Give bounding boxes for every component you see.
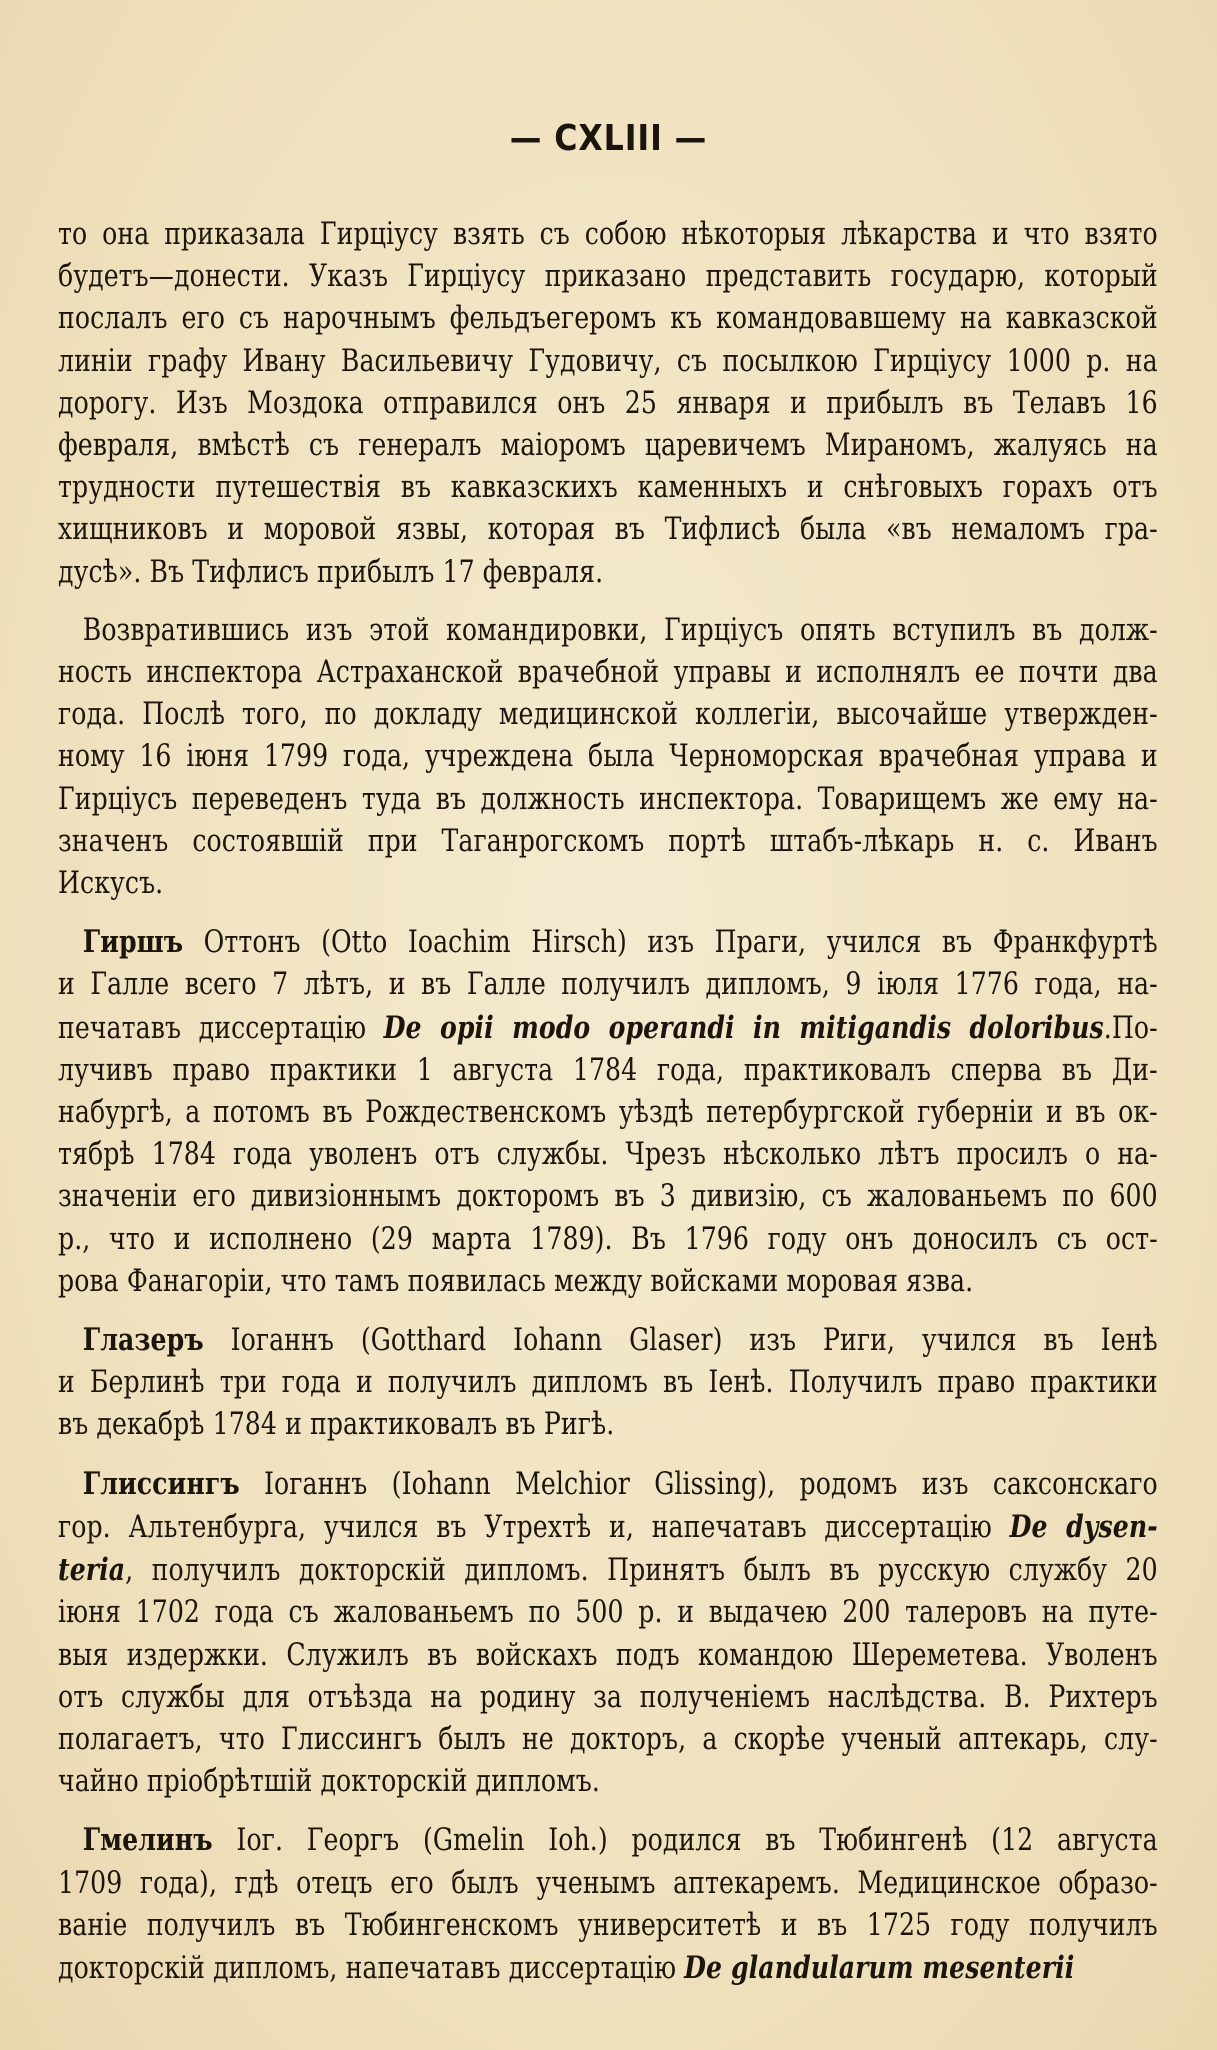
text-line (58, 821, 1158, 863)
line-text: чайно пріобрѣтшій докторскій дипломъ. (58, 1764, 600, 1800)
text-line (58, 1905, 1158, 1947)
text-line (58, 694, 1158, 736)
line-text: тябрѣ 1784 года уволенъ отъ службы. Чрезъ нѣсколько лѣтъ просилъ о на- (58, 1137, 1158, 1173)
body-text (58, 214, 1158, 1990)
paragraph (58, 610, 1158, 905)
latin-title: De dysen- (1009, 1508, 1158, 1545)
text-line (58, 1134, 1158, 1176)
line-text: ваніе получилъ въ Тюбингенскомъ университетѣ и въ 1725 году получилъ (58, 1907, 1158, 1943)
line-text: Возвратившись изъ этой командировки, Гирціусъ опять вступилъ въ долж- (82, 612, 1158, 648)
line-text: гор. Альтенбурга, учился въ Утрехтѣ и, напечатавъ диссертацію (58, 1509, 1010, 1545)
line-text: 1709 года), гдѣ отецъ его былъ ученымъ аптекаремъ. Медицинское образо- (58, 1865, 1158, 1901)
line-text: , получилъ докторскій дипломъ. Принятъ былъ въ русскую службу 20 (125, 1553, 1158, 1589)
latin-title: teria (58, 1552, 126, 1589)
line-text: послалъ его съ нарочнымъ фельдъегеромъ къ командовавшему на кавказской (58, 301, 1158, 337)
text-line (58, 552, 1158, 594)
paragraph (58, 921, 1158, 1303)
line-text: Оттонъ (Otto Ioachim Hirsch) изъ Праги, учился въ Франкфуртѣ (183, 925, 1158, 961)
paragraph (58, 1819, 1158, 1990)
line-text: значенъ состоявшій при Таганрогскомъ портѣ штабъ-лѣкарь н. с. Иванъ (58, 823, 1158, 859)
line-text: Искусъ. (58, 866, 164, 902)
line-text: февраля, вмѣстѣ съ генералъ маіоромъ царевичемъ Мираномъ, жалуясь на (58, 428, 1158, 464)
text-line (58, 1506, 1158, 1549)
text-line (58, 1176, 1158, 1218)
entry-heading: Глиссингъ (82, 1465, 240, 1502)
line-text: набургѣ, а потомъ въ Рождественскомъ уѣздѣ петербургской губерніи и въ ок- (58, 1095, 1158, 1131)
text-line (58, 425, 1158, 467)
line-text: трудности путешествія въ кавказскихъ каменныхъ и снѣговыхъ горахъ отъ (58, 470, 1158, 506)
text-line (58, 1863, 1158, 1905)
text-line (58, 1819, 1158, 1862)
line-text: и Галле всего 7 лѣтъ, и въ Галле получилъ дипломъ, 9 іюля 1776 года, на- (58, 967, 1158, 1003)
text-line (58, 1007, 1158, 1050)
text-line (58, 1362, 1158, 1404)
line-text: Гирціусъ переведенъ туда въ должность инспектора. Товарищемъ же ему на- (58, 781, 1158, 817)
text-line (58, 1463, 1158, 1506)
text-line (58, 1549, 1158, 1592)
paragraph (58, 1463, 1158, 1804)
text-line (58, 863, 1158, 905)
line-text: ному 16 іюня 1799 года, учреждена была Черноморская врачебная управа и (58, 739, 1158, 775)
entry-heading: Гмелинъ (82, 1822, 213, 1859)
text-line (58, 1635, 1158, 1677)
text-line (58, 1261, 1158, 1303)
line-text: и Берлинѣ три года и получилъ дипломъ въ Іенѣ. Получилъ право практики (58, 1365, 1158, 1401)
paragraph (58, 214, 1158, 594)
text-line (58, 652, 1158, 694)
text-line (58, 1050, 1158, 1092)
text-line (58, 1592, 1158, 1634)
text-line (58, 736, 1158, 778)
line-text: Іог. Георгъ (Gmelin Ioh.) родился въ Тюбингенѣ (12 августа (212, 1823, 1158, 1859)
line-text: года. Послѣ того, по докладу медицинской коллегіи, высочайше утвержден- (58, 697, 1158, 733)
text-line (58, 1677, 1158, 1719)
text-line (58, 298, 1158, 340)
line-text: отъ службы для отъѣзда на родину за полученіемъ наслѣдства. В. Рихтеръ (58, 1679, 1158, 1715)
text-line (58, 214, 1158, 256)
latin-title: De opii modo operandi in mitigandis doloribus (383, 1009, 1104, 1046)
page-number: — CXLIII — (509, 118, 708, 159)
line-text: значеніи его дивизіоннымъ докторомъ въ 3 дивизію, съ жалованьемъ по 600 (58, 1179, 1158, 1215)
line-text: будетъ—донести. Указъ Гирціусу приказано представить государю, который (58, 259, 1158, 295)
line-text: рова Фанагоріи, что тамъ появилась между войсками моровая язва. (58, 1263, 974, 1299)
latin-title: De glandularum mesenterii (684, 1949, 1075, 1986)
text-line (58, 1404, 1158, 1446)
text-line (58, 1947, 1158, 1990)
line-text: ность инспектора Астраханской врачебной управы и исполнялъ ее почти два (58, 655, 1158, 691)
text-line (58, 256, 1158, 298)
line-text: іюня 1702 года съ жалованьемъ по 500 р. и выдачею 200 талеровъ на путе- (58, 1595, 1158, 1631)
text-line (58, 383, 1158, 425)
text-line (58, 509, 1158, 551)
line-text: лучивъ право практики 1 августа 1784 года, практиковалъ сперва въ Ди- (58, 1052, 1158, 1088)
line-text: Іоганнъ (Gotthard Iohann Glaser) изъ Риги, учился въ Іенѣ (203, 1323, 1158, 1359)
line-text: хищниковъ и моровой язвы, которая въ Тифлисѣ была «въ немаломъ гра- (58, 512, 1158, 548)
text-line (58, 1761, 1158, 1803)
line-text: то она приказала Гирціусу взять съ собою нѣкоторыя лѣкарства и что взято (58, 217, 1158, 252)
line-text: дусѣ». Въ Тифлисъ прибылъ 17 февраля. (58, 554, 604, 590)
line-text: выя издержки. Служилъ въ войскахъ подъ командою Шереметева. Уволенъ (58, 1637, 1158, 1673)
line-text: р., что и исполнено (29 марта 1789). Въ 1796 году онъ доносилъ съ ост- (58, 1221, 1158, 1257)
line-text: въ декабрѣ 1784 и практиковалъ въ Ригѣ. (58, 1407, 615, 1443)
text-line (58, 467, 1158, 509)
paragraph (58, 1319, 1158, 1447)
line-text: печатавъ диссертацію (58, 1010, 384, 1046)
text-line (58, 964, 1158, 1006)
text-line (58, 610, 1158, 652)
text-line (58, 1719, 1158, 1761)
entry-heading: Гиршъ (82, 924, 184, 961)
line-text: .По- (1103, 1010, 1158, 1046)
line-text: дорогу. Изъ Моздока отправился онъ 25 января и прибылъ въ Телавъ 16 (58, 385, 1158, 421)
text-line (58, 341, 1158, 383)
line-text: докторскій дипломъ, напечатавъ диссертацію (58, 1950, 685, 1986)
text-line (58, 1319, 1158, 1362)
entry-heading: Глазеръ (82, 1322, 204, 1359)
text-line (58, 1219, 1158, 1261)
text-line (58, 1092, 1158, 1134)
line-text: Іоганнъ (Iohann Melchior Glissing), родомъ изъ саксонскаго (239, 1466, 1158, 1502)
text-line (58, 779, 1158, 821)
text-line (58, 921, 1158, 964)
line-text: линіи графу Ивану Васильевичу Гудовичу, съ посылкою Гирціусу 1000 р. на (58, 343, 1158, 379)
line-text: полагаетъ, что Глиссингъ былъ не докторъ, а скорѣе ученый аптекарь, слу- (58, 1721, 1158, 1757)
